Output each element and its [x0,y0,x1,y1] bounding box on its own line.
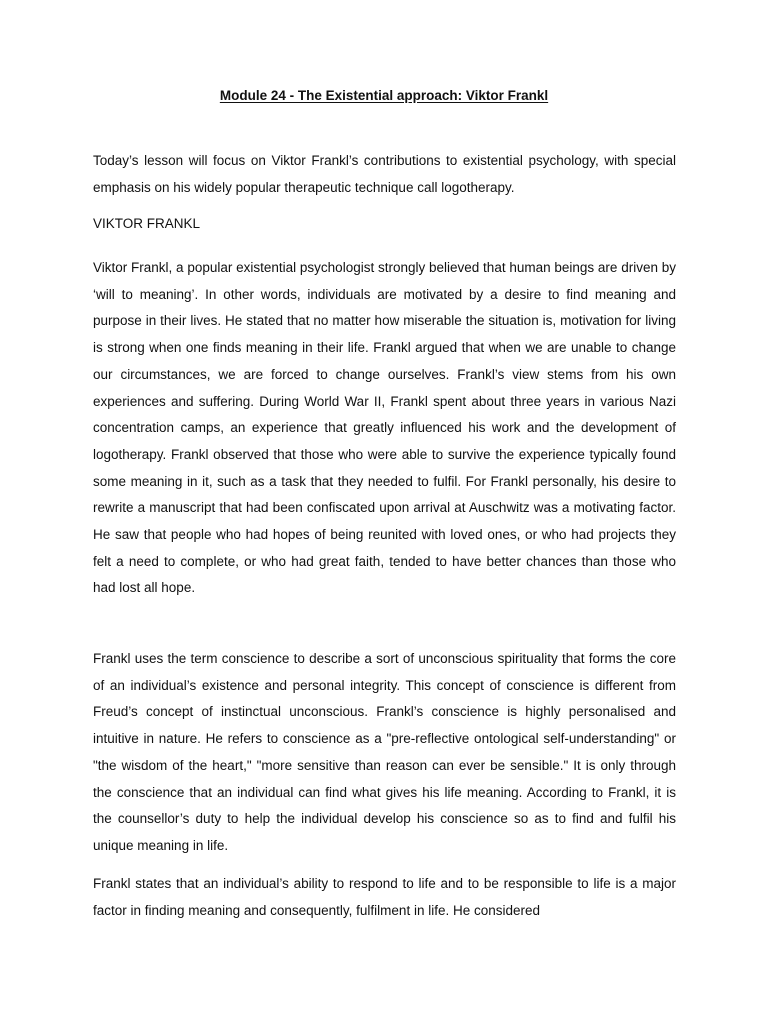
paragraph-will-to-meaning: Viktor Frankl, a popular existential psychologist strongly believed that human beings are driven by ‘will to meaning’. In other words, individuals are motivated by a desire to find meaning and purpose in their lives. He stated that no matter how miserable the situation is, motivation for living is strong when one finds meaning in their life. Frankl argued that when we are unable to change our circumstances, we are forced to change ourselves. Frankl’s view stems from his own experiences and suffering. During World War II, Frankl spent about three years in various Nazi concentration camps, an experience that greatly influenced his work and the development of logotherapy. Frankl observed that those who were able to survive the experience typically found some meaning in it, such as a task that they needed to fulfil. For Frankl personally, his desire to rewrite a manuscript that had been confiscated upon arrival at Auschwitz was a motivating factor. He saw that people who had hopes of being reunited with loved ones, or who had projects they felt a need to complete, or who had great faith, tended to have better chances than those who had lost all hope. [93,260,676,596]
paragraph-responsibility: Frankl states that an individual’s ability to respond to life and to be responsible to life is a major factor in finding meaning and consequently, fulfilment in life. He considered [93,876,676,918]
intro-paragraph: Today’s lesson will focus on Viktor Frankl’s contributions to existential psychology, with special emphasis on his widely popular therapeutic technique call logotherapy. [93,153,676,195]
document-title: Module 24 - The Existential approach: Viktor Frankl [219,88,549,103]
paragraph-conscience: Frankl uses the term conscience to describe a sort of unconscious spirituality that forms the core of an individual’s existence and personal integrity. This concept of conscience is different from Freud’s concept of instinctual unconscious. Frankl’s conscience is highly personalised and intuitive in nature. He refers to conscience as a "pre-reflective ontological self-understanding" or "the wisdom of the heart," "more sensitive than reason can ever be sensible." It is only through the conscience that an individual can find what gives his life meaning. According to Frankl, it is the counsellor’s duty to help the individual develop his conscience so as to find and fulfil his unique meaning in life. [93,651,676,853]
section-heading: VIKTOR FRANKL [93,216,201,231]
